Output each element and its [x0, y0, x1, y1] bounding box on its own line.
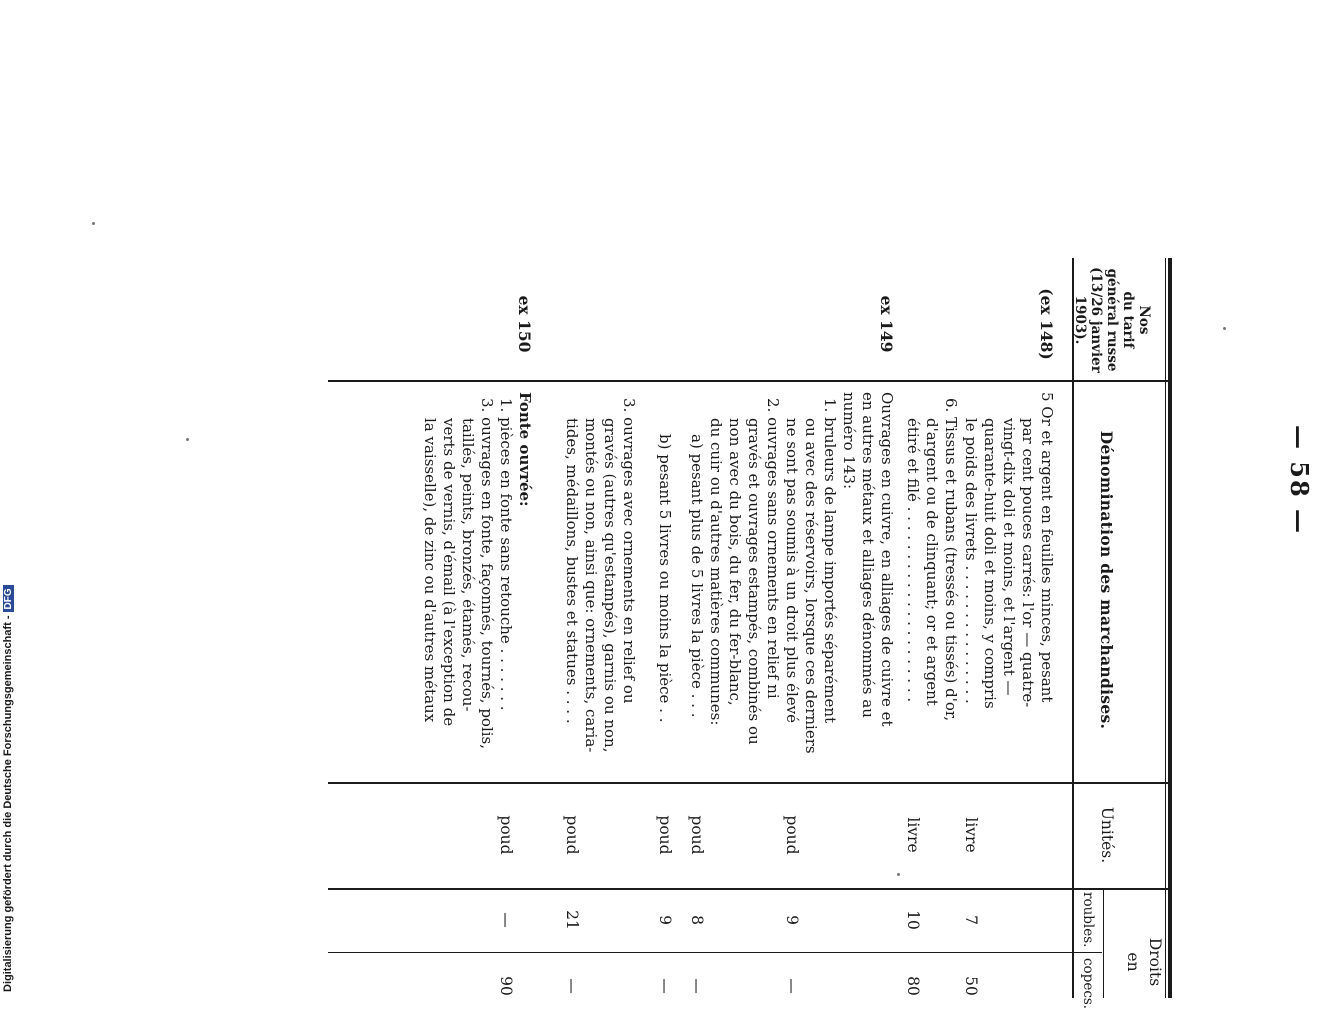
table-top-rule-thick: [1168, 258, 1172, 998]
header-droits: Droits en: [1124, 937, 1164, 987]
ex149-item3-line3: montés ou non, ainsi que: ornements, caria-: [582, 418, 600, 753]
header-unites: Unités.: [1098, 806, 1116, 864]
ex149-item2b-roubles: 9: [656, 915, 674, 925]
ex149-item3-roubles: 21: [563, 910, 581, 930]
ex149-item3-line4: tides, médaillons, bustes et statues . . . .: [563, 418, 581, 724]
ex148-item6-roubles: 10: [904, 910, 922, 930]
dfg-logo: DFG: [3, 585, 14, 612]
header-roubles: roubles.: [1080, 892, 1096, 948]
tariff-ex148: (ex 148): [1037, 288, 1056, 360]
col-divider-3: [328, 888, 1168, 890]
ex149-item2-line4: du cuir ou d'autres matières communes:: [707, 418, 725, 726]
ex149-item2b-unit: poud: [656, 815, 674, 855]
ex148-item5-line2: par cent pouces carrés: l'or — quatre-: [1019, 418, 1037, 708]
tariff-ex149: ex 149: [877, 295, 896, 353]
ex149-item2a-copecs: —: [688, 978, 706, 994]
ex148-item5-unit: livre: [962, 817, 980, 853]
ex148-item5-line5: le poids des livrets . . . . . . . . . . . . . . .: [962, 418, 980, 704]
col-divider-1: [328, 380, 1168, 382]
ex148-item6-line1: 6. Tissus et rubans (tressés ou tissés) d'or,: [942, 398, 960, 722]
ex148-item5-copecs: 50: [962, 976, 980, 996]
digitization-note: Digitalisierung gefördert durch die Deutsche Forschungsgemeinschaft -DFG: [2, 0, 22, 992]
ex149-intro-line3: numéro 143:: [840, 392, 858, 490]
ex149-item1-line1: 1. bruleurs de lampe importés séparément: [821, 398, 839, 724]
ex149-item2b: b) pesant 5 livres ou moins la pièce . .: [656, 434, 674, 723]
ex149-item1-copecs: —: [783, 978, 801, 994]
ex149-item1-line2: ou avec des réservoirs, lorsque ces derniers: [802, 418, 820, 754]
ex150-item3-line3: verts de vernis, d'émail (à l'exception de: [440, 418, 458, 727]
ex148-item5-line1: 5 Or et argent en feuilles minces, pesant: [1038, 392, 1056, 703]
ex150-item1-copecs: 90: [497, 976, 515, 996]
ex148-item6-copecs: 80: [904, 976, 922, 996]
ex148-item5-line4: quarante-huit doli et moins, y compris: [981, 418, 999, 709]
scan-speck: [1223, 327, 1226, 330]
scan-speck: [897, 873, 900, 876]
ex149-item2-line3: non avec du bois, du fer, du fer-blanc,: [726, 418, 744, 706]
ex149-item3-copecs: —: [563, 978, 581, 994]
ex149-item1-roubles: 9: [783, 915, 801, 925]
ex148-item6-line2: d'argent ou de clinquant; or et argent: [923, 418, 941, 706]
ex149-item3-line2: gravés (autres qu'estampés), garnis ou non,: [601, 418, 619, 753]
ex149-item2a-roubles: 8: [688, 915, 706, 925]
ex150-item3-line1: 3. ouvrages en fonte, façonnés, tournés, polis,: [478, 398, 496, 750]
header-copecs: copecs.: [1080, 958, 1096, 1010]
scan-speck: [186, 438, 189, 441]
tariff-ex150: ex 150: [515, 295, 534, 353]
ex149-item2a: a) pesant plus de 5 livres la pièce . . .: [688, 434, 706, 718]
ex149-item2-line1: 2. ouvrages sans ornements en relief ni: [764, 398, 782, 699]
header-denomination: Dénomination des marchandises.: [1097, 430, 1116, 730]
ex149-item2b-copecs: —: [656, 978, 674, 994]
ex149-item2a-unit: poud: [688, 815, 706, 855]
table-top-rule-thin: [1165, 258, 1166, 998]
ex148-item5-line3: vingt-dix doli et moins, et l'argent —: [1000, 418, 1018, 696]
ex148-item5-roubles: 7: [962, 915, 980, 925]
ex149-intro-line2: en autres métaux et alliages dénommés au: [859, 392, 877, 718]
ex149-item3-line1: 3. ouvrages avec ornements en relief ou: [620, 398, 638, 704]
header-no-tarif: Nos du tarif général russe (13/26 janvier 1903).: [1072, 267, 1152, 373]
ex148-item6-unit: livre: [904, 817, 922, 853]
ex149-item2-line2: gravés et ouvrages estampés, combinés ou: [745, 418, 763, 745]
ex150-item3-line2: taillés, peints, bronzés, étamés, recou-: [459, 418, 477, 712]
ex148-item6-line3: étiré et filé . . . . . . . . . . . . . . . . . . . . .: [904, 418, 922, 703]
scan-speck: [92, 222, 95, 225]
ex150-intro: Fonte ouvrée:: [516, 392, 534, 507]
ex150-item1: 1. pièces en fonte sans retouche . . . . . . .: [497, 398, 515, 711]
droits-sub-rule: [1103, 888, 1104, 998]
col-divider-4: [328, 952, 1102, 953]
ex149-intro-line1: Ouvrages en cuivre, en alliages de cuivre et: [878, 392, 896, 727]
ex149-item1-unit: poud: [783, 815, 801, 855]
ex150-item1-unit: poud: [497, 815, 515, 855]
ex149-item1-line3: ne sont pas soumis à un droit plus élevé: [783, 418, 801, 724]
ex150-item1-roubles: —: [497, 912, 515, 928]
ex150-item3-line4: la vaisselle), de zinc ou d'autres métaux: [421, 418, 439, 723]
ex149-item3-unit: poud: [563, 815, 581, 855]
page-number: — 58 —: [1285, 424, 1314, 536]
col-divider-2: [328, 782, 1168, 784]
